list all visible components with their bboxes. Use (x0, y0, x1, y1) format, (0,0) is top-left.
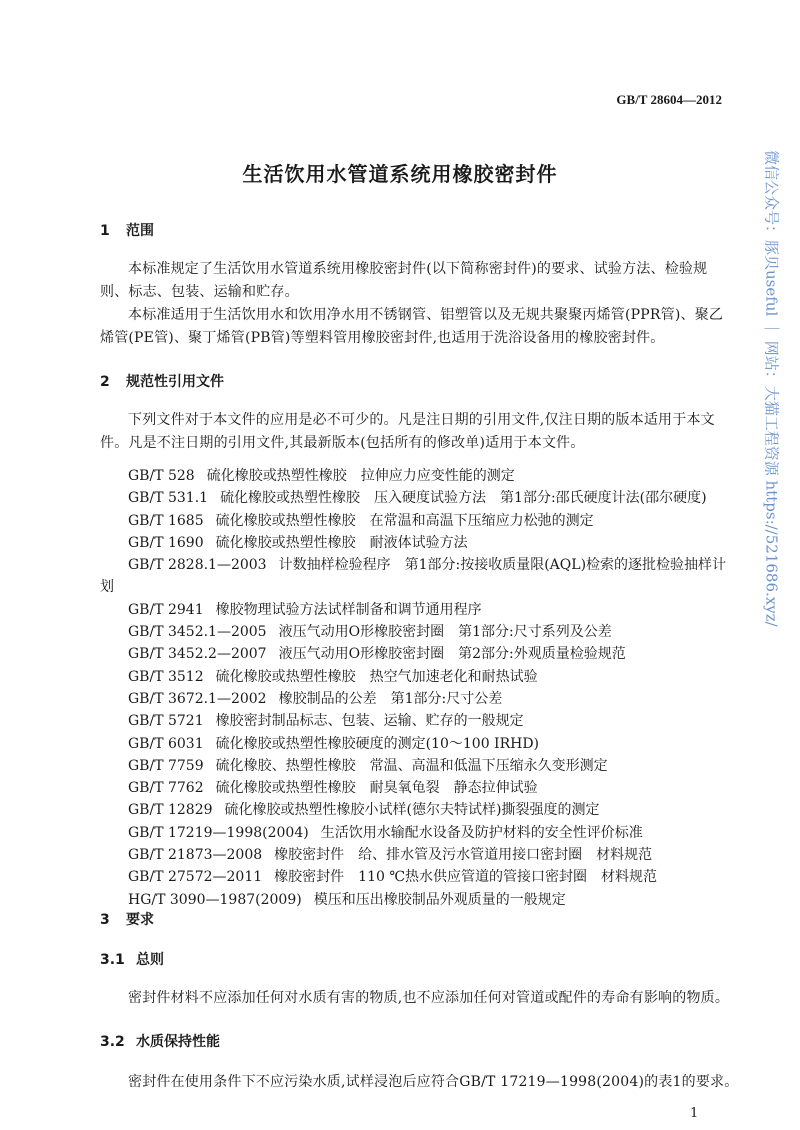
reference-code: HG/T 3090—1987(2009) (128, 891, 302, 908)
reference-title: 橡胶密封制品标志、包装、运输、贮存的一般规定 (215, 713, 524, 730)
reference-item (100, 532, 740, 554)
reference-list (100, 465, 740, 911)
section-title: 要求 (126, 912, 154, 928)
reference-title: 橡胶制品的公差 第1部分:尺寸公差 (278, 690, 503, 707)
reference-title: 硫化橡胶或热塑性橡胶 耐液体试验方法 (215, 534, 468, 551)
reference-code: GB/T 531.1 (128, 490, 209, 507)
reference-title: 硫化橡胶或热塑性橡胶小试样(德尔夫特试样)撕裂强度的测定 (224, 802, 600, 819)
reference-code: GB/T 12829 (128, 802, 213, 819)
reference-item (100, 666, 740, 688)
reference-title: 硫化橡胶或热塑性橡胶硬度的测定(10～100 IRHD) (215, 735, 540, 752)
scope-paragraph-1: 本标准规定了生活饮用水管道系统用橡胶密封件(以下简称密封件)的要求、试验方法、检验规则、标志、包装、运输和贮存。 (100, 261, 708, 300)
reference-code: GB/T 528 (128, 468, 195, 484)
reference-item (100, 487, 740, 509)
reference-title: 硫化橡胶或热塑性橡胶 拉伸应力应变性能的测定 (206, 468, 515, 484)
reference-title: 生活饮用水输配水设备及防护材料的安全性评价标准 (320, 824, 643, 841)
section-3-2-heading (100, 1031, 220, 1051)
reference-item (100, 822, 740, 844)
reference-title: 橡胶物理试验方法试样制备和调节通用程序 (215, 601, 482, 618)
reference-title: 硫化橡胶或热塑性橡胶 热空气加速老化和耐热试验 (215, 668, 538, 685)
section-number: 3 (100, 912, 110, 928)
section-1-heading (100, 220, 154, 240)
reference-code: GB/T 17219—1998(2004) (128, 824, 309, 841)
section-number: 3.1 (100, 952, 125, 968)
page-number: 1 (690, 1106, 699, 1121)
reference-item (100, 643, 740, 665)
reference-item (100, 799, 740, 821)
watermark-text: 微信公众号：豚贝useful ｜ 网站：大猫工程资源 https://521686.xyz/ (762, 150, 781, 627)
reference-title: 计数抽样检验程序 第1部分:按接收质量限(AQL)检索的逐批检验抽样计划 (100, 557, 727, 596)
reference-title: 硫化橡胶或热塑性橡胶 压入硬度试验方法 第1部分:邵氏硬度计法(邵尔硬度) (220, 490, 707, 507)
reference-code: GB/T 2828.1—2003 (128, 557, 267, 574)
reference-code: GB/T 1685 (128, 512, 204, 529)
reference-code: GB/T 7759 (128, 757, 204, 774)
section-2-heading (100, 371, 224, 391)
section-title: 规范性引用文件 (126, 374, 224, 390)
reference-code: GB/T 7762 (128, 780, 204, 797)
water-quality-paragraph: 密封件在使用条件下不应污染水质,试样浸泡后应符合GB/T 17219—1998(2004)的表1的要求。 (128, 1074, 739, 1090)
reference-code: GB/T 27572—2011 (128, 869, 263, 886)
reference-item (100, 621, 740, 643)
reference-code: GB/T 3452.2—2007 (128, 646, 267, 663)
reference-title: 橡胶密封件 110 ℃热水供应管道的管接口密封圈 材料规范 (274, 869, 657, 886)
reference-item (100, 510, 740, 532)
reference-title: 硫化橡胶、热塑性橡胶 常温、高温和低温下压缩永久变形测定 (215, 757, 608, 774)
reference-code: GB/T 6031 (128, 735, 204, 752)
reference-item (100, 755, 740, 777)
reference-title: 橡胶密封件 给、排水管及污水管道用接口密封圈 材料规范 (274, 847, 653, 864)
reference-code: GB/T 3512 (128, 668, 204, 685)
reference-code: GB/T 3452.1—2005 (128, 624, 267, 641)
references-intro: 下列文件对于本文件的应用是必不可少的。凡是注日期的引用文件,仅注日期的版本适用于本文件。凡是不注日期的引用文件,其最新版本(包括所有的修改单)适用于本文件。 (100, 412, 715, 451)
reference-item (100, 554, 740, 599)
reference-item (100, 599, 740, 621)
reference-item (100, 777, 740, 799)
document-title: 生活饮用水管道系统用橡胶密封件 (242, 162, 558, 186)
reference-item (100, 844, 740, 866)
reference-item (100, 889, 740, 911)
reference-item (100, 688, 740, 710)
reference-title: 硫化橡胶或热塑性橡胶 在常温和高温下压缩应力松弛的测定 (215, 512, 594, 529)
reference-item (100, 465, 740, 487)
reference-code: GB/T 2941 (128, 601, 204, 618)
reference-title: 模压和压出橡胶制品外观质量的一般规定 (313, 891, 566, 908)
reference-title: 液压气动用O形橡胶密封圈 第1部分:尺寸系列及公差 (278, 624, 612, 641)
section-3-heading (100, 909, 154, 929)
reference-code: GB/T 3672.1—2002 (128, 690, 267, 707)
section-number: 1 (100, 223, 110, 239)
reference-title: 硫化橡胶或热塑性橡胶 耐臭氧龟裂 静态拉伸试验 (215, 780, 538, 797)
section-title: 总则 (136, 952, 164, 968)
reference-code: GB/T 21873—2008 (128, 847, 263, 864)
section-number: 2 (100, 374, 110, 390)
reference-code: GB/T 1690 (128, 534, 204, 551)
standard-number: GB/T 28604—2012 (616, 92, 722, 107)
scope-paragraph-2: 本标准适用于生活饮用水和饮用净水用不锈钢管、铝塑管以及无规共聚聚丙烯管(PPR管)、聚乙烯管(PE管)、聚丁烯管(PB管)等塑料管用橡胶密封件,也适用于洗浴设备用的橡胶密封件。 (100, 307, 724, 346)
reference-item (100, 710, 740, 732)
section-title: 范围 (126, 223, 154, 239)
section-title: 水质保持性能 (136, 1034, 220, 1050)
reference-title: 液压气动用O形橡胶密封圈 第2部分:外观质量检验规范 (278, 646, 626, 663)
section-3-1-heading (100, 949, 164, 969)
section-number: 3.2 (100, 1034, 125, 1050)
reference-item (100, 733, 740, 755)
reference-code: GB/T 5721 (128, 713, 204, 730)
general-paragraph: 密封件材料不应添加任何对水质有害的物质,也不应添加任何对管道或配件的寿命有影响的物质。 (128, 990, 730, 1006)
reference-item (100, 866, 740, 888)
